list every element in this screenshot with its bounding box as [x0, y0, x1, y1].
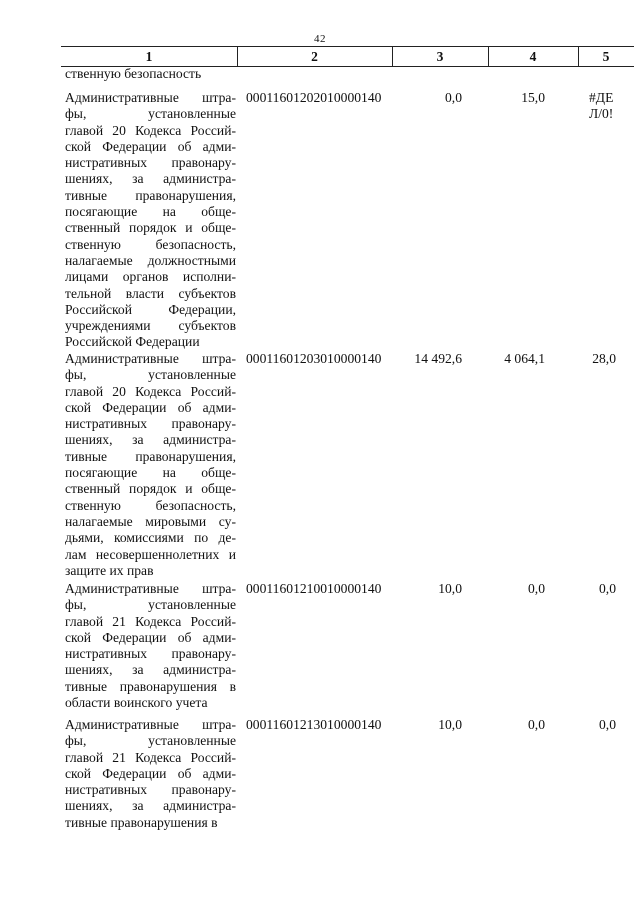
row-code: 00011601203010000140 — [246, 351, 382, 366]
row-name-line: тивные правонарушения в — [65, 678, 236, 694]
row-name-line: шениях, за администра- — [65, 171, 236, 187]
row-code: 00011601202010000140 — [246, 90, 382, 105]
column-header-3: 3 — [436, 49, 444, 64]
row-name-line: области воинского учета — [65, 695, 208, 711]
row-name-line: ственный порядок и обще- — [65, 481, 236, 497]
row-value-col4: 4 064,1 — [504, 351, 545, 366]
row-name-line: Российской Федерации, — [65, 301, 236, 317]
row-name-line: тельной власти субъектов — [65, 285, 236, 301]
row-name-line: Административные штра- — [65, 90, 236, 105]
row-name-line: тивные правонарушения в — [65, 814, 218, 830]
row-name-line: ской Федерации об адми- — [65, 138, 236, 154]
row-name — [65, 717, 236, 831]
row-name-line: главой 20 Кодекса Россий- — [65, 383, 236, 399]
row-value-col4: 0,0 — [528, 581, 545, 596]
row-name-line: ственную безопасность, — [65, 497, 236, 513]
row-name-line: фы, установленные — [65, 733, 236, 749]
row-name-line: лам несовершеннолетних и — [65, 546, 236, 562]
row-value-col5: 28,0 — [592, 351, 616, 366]
row-name — [65, 581, 236, 711]
carry-over-text: ственную безопасность — [65, 66, 202, 81]
row-name-line: ской Федерации об адми- — [65, 765, 236, 781]
row-value-col3: 14 492,6 — [414, 351, 462, 366]
row-value-col5: #ДЕ Л/0! — [589, 90, 614, 122]
row-name-line: нистративных правонару- — [65, 155, 236, 171]
row-name-line: шениях, за администра- — [65, 432, 236, 448]
row-name-line: учреждениями субъектов — [65, 318, 236, 334]
row-name-line: шениях, за администра- — [65, 662, 236, 678]
row-name-line: фы, установленные — [65, 597, 236, 613]
row-name-line: лицами органов исполни- — [65, 269, 236, 285]
row-value-col5: 0,0 — [599, 581, 616, 596]
row-value-col3: 10,0 — [438, 581, 462, 596]
column-header-1: 1 — [145, 49, 153, 64]
row-name-line: нистративных правонару- — [65, 782, 236, 798]
row-name-line: налагаемые должностными — [65, 252, 236, 268]
row-name-line: главой 21 Кодекса Россий- — [65, 749, 236, 765]
page-number: 42 — [314, 33, 326, 45]
row-value-col5: 0,0 — [599, 717, 616, 732]
row-name-line: ской Федерации об адми- — [65, 629, 236, 645]
row-name-line: защите их прав — [65, 562, 154, 578]
row-name-line: главой 20 Кодекса Россий- — [65, 122, 236, 138]
row-name-line: Административные штра- — [65, 717, 236, 732]
row-value-col3: 10,0 — [438, 717, 462, 732]
row-name-line: тивные правонарушения, — [65, 448, 236, 464]
column-header-4: 4 — [529, 49, 537, 64]
row-name-line: нистративных правонару- — [65, 646, 236, 662]
row-code: 00011601213010000140 — [246, 717, 382, 732]
row-name-line: шениях, за администра- — [65, 798, 236, 814]
column-header-2: 2 — [311, 49, 318, 64]
column-header-5: 5 — [602, 49, 610, 64]
row-name-line: налагаемые мировыми су- — [65, 513, 236, 529]
row-name-line: посягающие на обще- — [65, 204, 236, 220]
table-header — [61, 46, 634, 67]
row-name-line: нистративных правонару- — [65, 416, 236, 432]
row-name-line: Административные штра- — [65, 581, 236, 596]
row-value-col4: 0,0 — [528, 717, 545, 732]
row-name-line: фы, установленные — [65, 106, 236, 122]
row-name-line: главой 21 Кодекса Россий- — [65, 613, 236, 629]
row-name-line: фы, установленные — [65, 367, 236, 383]
row-name-line: ственный порядок и обще- — [65, 220, 236, 236]
row-name-line: Российской Федерации — [65, 334, 200, 350]
row-name — [65, 90, 236, 351]
row-name — [65, 351, 236, 579]
row-value-col3: 0,0 — [445, 90, 462, 105]
row-code: 00011601210010000140 — [246, 581, 382, 596]
row-value-col4: 15,0 — [521, 90, 545, 105]
row-name-line: тивные правонарушения, — [65, 187, 236, 203]
row-name-line: Административные штра- — [65, 351, 236, 366]
row-name-line: дьями, комиссиями по де- — [65, 530, 236, 546]
row-name-line: посягающие на обще- — [65, 465, 236, 481]
row-name-line: ской Федерации об адми- — [65, 399, 236, 415]
row-name-line: ственную безопасность, — [65, 236, 236, 252]
